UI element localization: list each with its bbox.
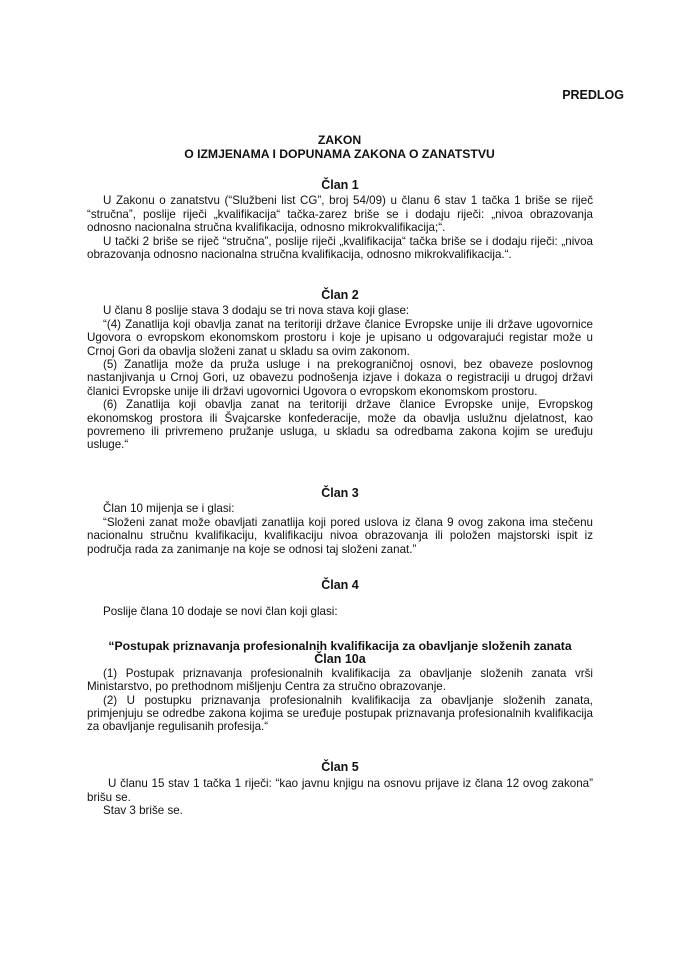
article-paragraph: Poslije člana 10 dodaje se novi član koji glasi: <box>103 605 338 619</box>
article-heading: Član 1 <box>321 178 359 192</box>
article-5 <box>87 761 593 818</box>
article-paragraph: U tački 2 briše se riječ “stručna”, poslije riječi „kvalifikacija“ tačka briše se i dodaju riječi: „nivoa obrazovanja odnosno nacionalna stručna kvalifikacija, odnosno mikrokvalifikacija.“. <box>87 234 593 262</box>
article-4 <box>87 579 593 619</box>
article-paragraph: U članu 15 stav 1 tačka 1 riječi: “kao javnu knjigu na osnovu prijave iz člana 12 ovog zakona” brišu se. <box>87 777 593 804</box>
article-heading: Član 10a <box>314 652 366 667</box>
article-paragraph: (5) Zanatlija može da pruža usluge i na prekograničnoj osnovi, bez obaveze poslovnog nastanjivanja u Crnoj Gori, uz obavezu podnošenja izjave i dokaza o registraciji u drugoj državi članici Evropske unije ili državi ugovornici Ugovora o evropskom ekonomskom prostoru. <box>87 358 593 398</box>
title-line-1: ZAKON <box>317 133 362 147</box>
article-paragraph: Član 10 mijenja se i glasi: <box>103 502 235 516</box>
article-10a <box>87 640 593 734</box>
article-heading: Član 4 <box>321 578 359 592</box>
article-paragraph: (1) Postupak priznavanja profesionalnih kvalifikacija za obavljanje složenih zanata vrši Ministarstvo, po prethodnom mišljenju Centra za stručno obrazovanje. <box>87 666 593 694</box>
article-paragraph: “Složeni zanat može obavljati zanatlija koji pored uslova iz člana 9 ovog zakona ima stečenu nacionalnu stručnu kvalifikaciju, kvalifikaciju nivoa obrazovanja ili položen majstorski ispit iz područja rada za zanimanje na koje se odnosi taj složeni zanat.” <box>87 515 593 556</box>
predlog-label: PREDLOG <box>562 88 624 102</box>
article-3 <box>87 487 593 556</box>
article-paragraph: (6) Zanatlija koji obavlja zanat na teritoriji države članice Evropske unije, Evropskog ekonomskog prostora ili Švajcarske konfederacije, može da obavlja uslužnu djelatnost, kao povremeno ili privremeno pružanje usluga, u skladu sa odredbama zakona kojim se uređuju usluge.“ <box>87 398 593 452</box>
article-subtitle: “Postupak priznavanja profesionalnih kvalifikacija za obavljanje složenih zanata <box>108 639 572 653</box>
title-line-2: O IZMJENAMA I DOPUNAMA ZAKONA O ZANATSTVU <box>184 147 495 161</box>
article-heading: Član 3 <box>321 486 359 500</box>
article-1 <box>87 179 593 261</box>
article-paragraph: (2) U postupku priznavanja profesionalnih kvalifikacija za obavljanje složenih zanata, primjenjuju se odredbe zakona kojima se uređuje postupak priznavanja profesionalnih kvalifikacija za obavljanje regulisanih profesija.“ <box>87 693 593 734</box>
article-paragraph: U članu 8 poslije stava 3 dodaju se tri nova stava koji glase: <box>103 304 410 318</box>
document-title <box>0 133 679 161</box>
article-2 <box>87 289 593 452</box>
article-heading: Član 5 <box>321 760 359 774</box>
article-paragraph: “(4) Zanatlija koji obavlja zanat na teritoriji države članice Evropske unije ili države ugovornice Ugovora o evropskom ekonomskom prostoru i koje je upisano u odgovarajući registar može u Crnoj Gori da obavlja složeni zanat u skladu sa ovim zakonom. <box>87 317 593 358</box>
article-heading: Član 2 <box>321 288 359 302</box>
article-paragraph: U Zakonu o zanatstvu (“Službeni list CG”, broj 54/09) u članu 6 stav 1 tačka 1 briše se riječ “stručna”, poslije riječi „kvalifikacija“ tačka-zarez briše se i dodaju riječi: „nivoa obrazovanja odnosno nacionalna stručna kvalifikacija, odnosno mikrokvalifikacija;“. <box>87 194 593 235</box>
article-paragraph: Stav 3 briše se. <box>103 804 183 818</box>
